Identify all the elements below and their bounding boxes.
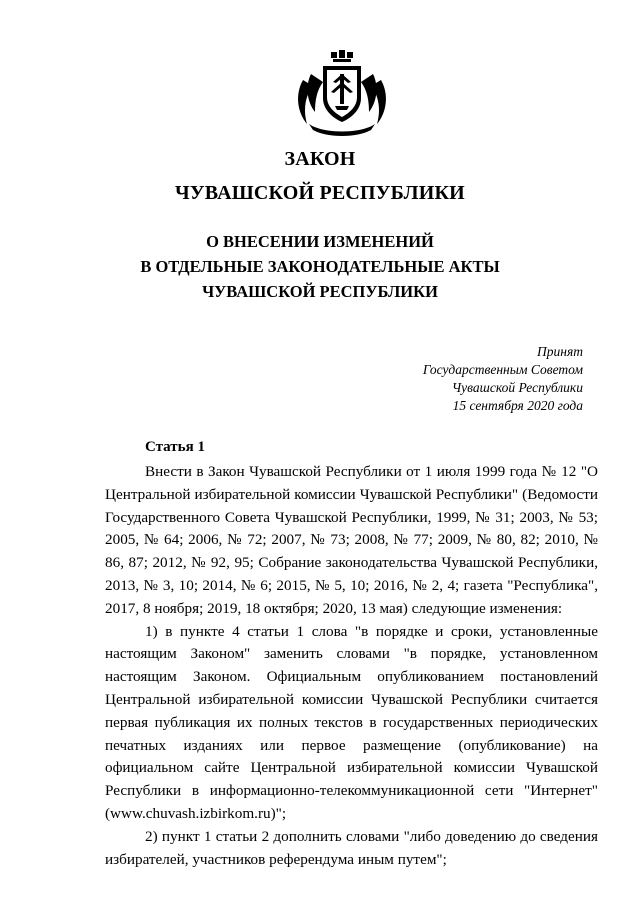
- adopted-by-republic: Чувашской Республики: [451, 380, 583, 395]
- article-paragraph: 1) в пункте 4 статьи 1 слова "в порядке и сроки, установленные настоящим Законом" заменить словами "в порядке, установленном настоящим Законом. Официальным опубликованием постановлений Центральной избирательной комиссии Чувашской Республики считается первая публикация их полных текстов в государственных периодических печатных изданиях или первое размещение (опубликование) на официальном сайте Центральной избирательной комиссии Чувашской Республики в информационно-телекоммуникационной сети "Интернет" (www.chuvash.izbirkom.ru)";: [105, 622, 598, 822]
- law-title: ЗАКОН: [284, 148, 356, 170]
- chuvash-emblem-icon: [293, 50, 391, 138]
- article-paragraph: 2) пункт 1 статьи 2 дополнить словами "либо доведению до сведения избирателей, участников референдума иным путем";: [105, 827, 598, 868]
- article-paragraph: Внести в Закон Чувашской Республики от 1 июля 1999 года № 12 "О Центральной избирательной комиссии Чувашской Республики" (Ведомости Государственного Совета Чувашской Республики, 1999, № 31; 2003, № 53; 2005, № 64; 2006, № 72; 2007, № 73; 2008, № 77; 2009, № 80, 82; 2010, № 86, 87; 2012, № 92, 95; Собрание законодательства Чувашской Республики, 2013, № 3, 10; 2014, № 6; 2015, № 5, 10; 2016, № 2, 4; газета "Республика", 2017, 8 ноября; 2019, 18 октября; 2020, 13 мая) следующие изменения:: [105, 463, 598, 617]
- law-subject-line-3: ЧУВАШСКОЙ РЕСПУБЛИКИ: [202, 282, 438, 301]
- law-subject-line-1: О ВНЕСЕНИИ ИЗМЕНЕНИЙ: [206, 232, 434, 251]
- adopted-date: 15 сентября 2020 года: [452, 398, 583, 413]
- adopted-label: Принят: [537, 344, 583, 359]
- law-subject-line-2: В ОТДЕЛЬНЫЕ ЗАКОНОДАТЕЛЬНЫЕ АКТЫ: [140, 257, 500, 276]
- article-body: [105, 461, 598, 871]
- republic-title: ЧУВАШСКОЙ РЕСПУБЛИКИ: [175, 182, 465, 204]
- coat-of-arms-emblem: [293, 50, 391, 138]
- article-title: Статья 1: [145, 439, 205, 455]
- adopted-by: Государственным Советом: [422, 362, 583, 377]
